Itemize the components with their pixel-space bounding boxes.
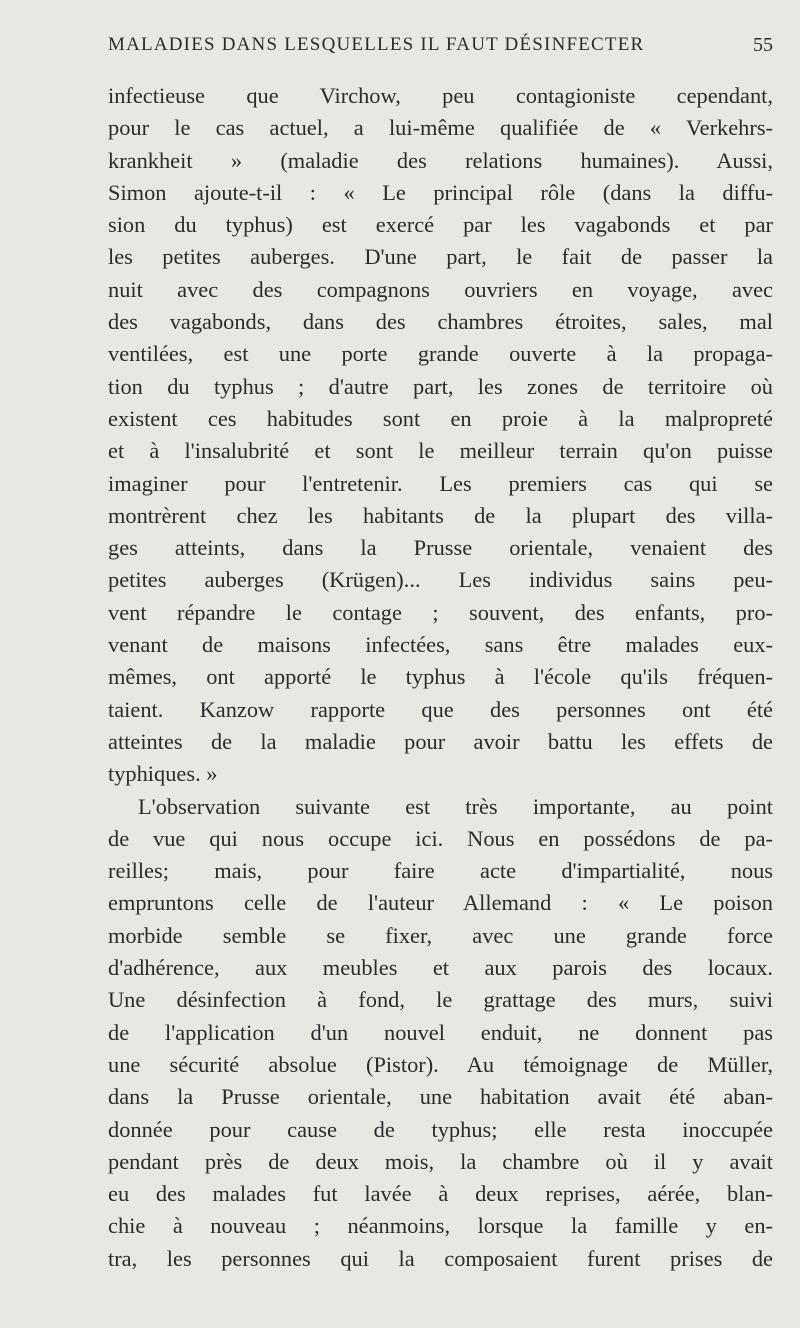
text-line: existent ces habitudes sont en proie à la malpropreté <box>108 405 773 431</box>
text-line: atteintes de la maladie pour avoir battu les effets de <box>108 728 773 754</box>
text-line: taient. Kanzow rapporte que des personnes ont été <box>108 696 773 722</box>
text-line: infectieuse que Virchow, peu contagioniste cependant, <box>108 83 773 108</box>
text-line: d'adhérence, aux meubles et aux parois des locaux. <box>108 955 773 981</box>
text-line: mêmes, ont apporté le typhus à l'école qu'ils fréquen- <box>108 664 773 690</box>
text-line: tra, les personnes qui la composaient furent prises de <box>108 1245 773 1271</box>
text-line: venant de maisons infectées, sans être malades eux- <box>108 632 773 658</box>
text-line: ventilées, est une porte grande ouverte à la propaga- <box>108 341 773 367</box>
text-line: donnée pour cause de typhus; elle resta inoccupée <box>108 1116 773 1142</box>
text-line: reilles; mais, pour faire acte d'impartialité, nous <box>108 858 773 884</box>
body-text <box>108 80 773 1275</box>
text-line: Une désinfection à fond, le grattage des murs, suivi <box>108 987 773 1013</box>
text-line: petites auberges (Krügen)... Les individus sains peu- <box>108 567 773 593</box>
text-line: pendant près de deux mois, la chambre où il y avait <box>108 1148 773 1174</box>
page-number: 55 <box>753 34 773 56</box>
text-line: dans la Prusse orientale, une habitation avait été aban- <box>108 1084 773 1110</box>
text-line: imaginer pour l'entretenir. Les premiers cas qui se <box>108 470 773 496</box>
text-line: L'observation suivante est très importante, au point <box>138 793 773 819</box>
text-line: morbide semble se fixer, avec une grande force <box>108 922 773 948</box>
text-line: tion du typhus ; d'autre part, les zones de territoire où <box>108 373 773 399</box>
text-line: typhiques. » <box>108 761 218 787</box>
page-header <box>108 34 773 64</box>
text-line: sion du typhus) est exercé par les vagabonds et par <box>108 212 773 238</box>
text-line: de l'application d'un nouvel enduit, ne donnent pas <box>108 1019 773 1045</box>
running-title: MALADIES DANS LESQUELLES IL FAUT DÉSINFECTER <box>108 34 645 55</box>
text-line: eu des malades fut lavée à deux reprises, aérée, blan- <box>108 1181 773 1207</box>
text-line: montrèrent chez les habitants de la plupart des villa- <box>108 502 773 528</box>
text-line: une sécurité absolue (Pistor). Au témoignage de Müller, <box>108 1051 773 1077</box>
text-line: nuit avec des compagnons ouvriers en voyage, avec <box>108 276 773 302</box>
text-line: krankheit » (maladie des relations humaines). Aussi, <box>108 147 773 173</box>
text-line: empruntons celle de l'auteur Allemand : « Le poison <box>108 890 773 916</box>
text-line: chie à nouveau ; néanmoins, lorsque la famille y en- <box>108 1213 773 1239</box>
text-line: les petites auberges. D'une part, le fait de passer la <box>108 244 773 270</box>
text-line: de vue qui nous occupe ici. Nous en possédons de pa- <box>108 825 773 851</box>
text-line: et à l'insalubrité et sont le meilleur terrain qu'on puisse <box>108 438 773 464</box>
text-line: Simon ajoute-t-il : « Le principal rôle (dans la diffu- <box>108 179 773 205</box>
text-line: vent répandre le contage ; souvent, des enfants, pro- <box>108 599 773 625</box>
text-line: ges atteints, dans la Prusse orientale, venaient des <box>108 535 773 561</box>
text-line: pour le cas actuel, a lui-même qualifiée de « Verkehrs- <box>108 115 773 141</box>
text-line: des vagabonds, dans des chambres étroites, sales, mal <box>108 309 773 335</box>
